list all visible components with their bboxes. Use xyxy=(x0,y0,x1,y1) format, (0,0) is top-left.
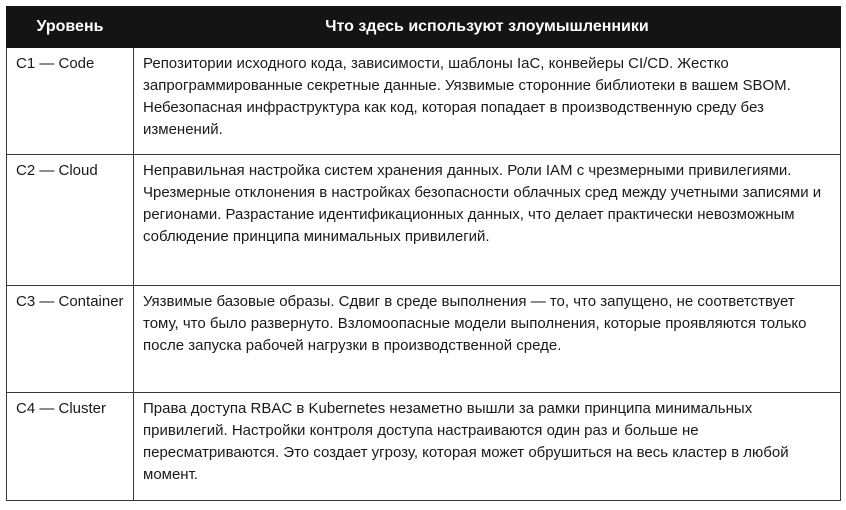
level-cell: C3 — Container xyxy=(7,286,134,393)
header-level: Уровень xyxy=(7,7,134,48)
header-attackers-use: Что здесь используют злоумышленники xyxy=(134,7,841,48)
level-cell: C2 — Cloud xyxy=(7,155,134,286)
header-row xyxy=(7,7,841,48)
table-row xyxy=(7,393,841,501)
description-cell: Уязвимые базовые образы. Сдвиг в среде выполнения — то, что запущено, не соответствует тому, что было развернуто. Взломоопасные модели выполнения, которые проявляются только после запуска рабочей нагрузки в производственной среде. xyxy=(134,286,841,393)
table-body xyxy=(7,48,841,501)
description-cell: Права доступа RBAC в Kubernetes незаметно вышли за рамки принципа минимальных привилегий. Настройки контроля доступа настраиваются один раз и больше не пересматриваются. Это создает угрозу, которая может обрушиться на весь кластер в любой момент. xyxy=(134,393,841,501)
level-cell: C4 — Cluster xyxy=(7,393,134,501)
description-cell: Репозитории исходного кода, зависимости, шаблоны IaC, конвейеры CI/CD. Жестко запрограммированные секретные данные. Уязвимые сторонние библиотеки в вашем SBOM. Небезопасная инфраструктура как код, которая попадает в производственную среду без изменений. xyxy=(134,48,841,155)
table-row xyxy=(7,286,841,393)
description-cell: Неправильная настройка систем хранения данных. Роли IAM с чрезмерными привилегиями. Чрезмерные отклонения в настройках безопасности облачных сред между учетными записями и регионами. Разрастание идентификационных данных, что делает практически невозможным соблюдение принципа минимальных привилегий. xyxy=(134,155,841,286)
table-header xyxy=(7,7,841,48)
table-row xyxy=(7,48,841,155)
table-row xyxy=(7,155,841,286)
threat-table-container xyxy=(6,6,840,501)
threat-table xyxy=(6,6,841,501)
level-cell: C1 — Code xyxy=(7,48,134,155)
